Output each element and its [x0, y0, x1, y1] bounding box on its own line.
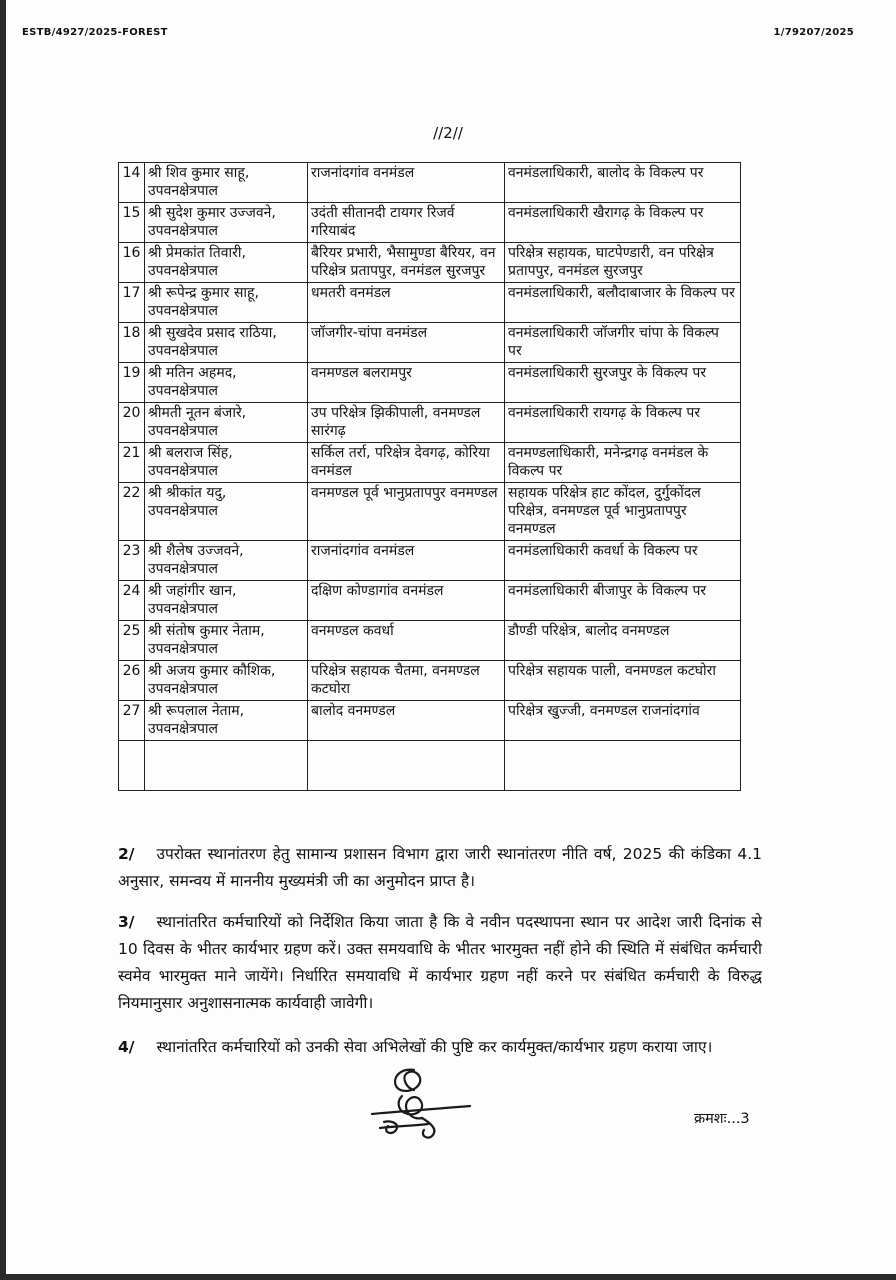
table-row [119, 163, 741, 203]
employee-designation: उपवनक्षेत्रपाल [148, 641, 219, 657]
paragraph-text: स्थानांतरित कर्मचारियों को उनकी सेवा अभिलेखों की पुष्टि कर कार्यमुक्त/कार्यभार ग्रहण कराया जाए। [156, 1038, 713, 1056]
employee-designation: उपवनक्षेत्रपाल [148, 681, 219, 697]
new-posting: वनमंडलाधिकारी, बलौदाबाजार के विकल्प पर [505, 283, 741, 323]
table-row [119, 243, 741, 283]
employee-designation: उपवनक्षेत्रपाल [148, 263, 219, 279]
employee-designation: उपवनक्षेत्रपाल [148, 503, 219, 519]
page-marker: //2// [433, 124, 463, 142]
current-posting: दक्षिण कोण्डागांव वनमंडल [308, 581, 505, 621]
serial-number: 19 [119, 363, 145, 403]
order-reference: 1/79207/2025 [773, 27, 854, 38]
employee-name: श्रीमती नूतन बंजारे, [148, 405, 247, 421]
employee-name: श्री संतोष कुमार नेताम, [148, 623, 265, 639]
employee-name: श्री श्रीकांत यदु, [148, 485, 227, 501]
serial-number: 18 [119, 323, 145, 363]
employee-cell [145, 443, 308, 483]
employee-cell [145, 581, 308, 621]
scan-edge-left [0, 0, 6, 1280]
paragraph-text: स्थानांतरित कर्मचारियों को निर्देशित किया जाता है कि वे नवीन पदस्थापना स्थान पर आदेश जारी दिनांक से 10 दिवस के भीतर कार्यभार ग्रहण करें। उक्त समयवाधि के भीतर भारमुक्त नहीं होने की स्थिति में संबंधित कर्मचारी स्वमेव भारमुक्त माने जायेंगे। निर्धारित समयावधि में कार्यभार ग्रहण नहीं करने पर संबंधित कर्मचारी के विरुद्ध नियमानुसार अनुशासनात्मक कार्यवाही जावेगी। [118, 913, 762, 1012]
current-posting: राजनांदगांव वनमंडल [308, 163, 505, 203]
scan-edge-bottom [0, 1274, 896, 1280]
new-posting: सहायक परिक्षेत्र हाट कोंदल, दुर्गुकोंदल परिक्षेत्र, वनमण्डल पूर्व भानुप्रतापपुर वनमण्डल [505, 483, 741, 541]
paragraph-3 [118, 909, 762, 1017]
employee-name: श्री प्रेमकांत तिवारी, [148, 245, 246, 261]
employee-designation: उपवनक्षेत्रपाल [148, 303, 219, 319]
serial-number: 20 [119, 403, 145, 443]
table-row [119, 203, 741, 243]
new-posting: वनमंडलाधिकारी जॉजगीर चांपा के विकल्प पर [505, 323, 741, 363]
employee-name: श्री सुखदेव प्रसाद राठिया, [148, 325, 277, 341]
serial-number: 16 [119, 243, 145, 283]
current-posting: राजनांदगांव वनमंडल [308, 541, 505, 581]
employee-name: श्री सुदेश कुमार उज्जवने, [148, 205, 276, 221]
employee-cell [145, 203, 308, 243]
employee-name: श्री रूपेन्द्र कुमार साहू, [148, 285, 259, 301]
new-posting: परिक्षेत्र खुज्जी, वनमण्डल राजनांदगांव [505, 701, 741, 741]
employee-cell [145, 323, 308, 363]
paragraph-number: 4/ [118, 1038, 135, 1056]
table-row [119, 323, 741, 363]
new-posting: वनमंडलाधिकारी कवर्धा के विकल्प पर [505, 541, 741, 581]
employee-cell [145, 541, 308, 581]
table-row [119, 701, 741, 741]
new-posting: वनमंडलाधिकारी बीजापुर के विकल्प पर [505, 581, 741, 621]
transfer-table [118, 162, 741, 791]
paragraph-number: 2/ [118, 845, 135, 863]
employee-cell [145, 661, 308, 701]
employee-cell [145, 163, 308, 203]
transfer-table-body [119, 163, 741, 791]
employee-designation: उपवनक्षेत्रपाल [148, 721, 219, 737]
serial-number: 25 [119, 621, 145, 661]
serial-number: 14 [119, 163, 145, 203]
employee-designation: उपवनक्षेत्रपाल [148, 343, 219, 359]
blank-cell [505, 741, 741, 791]
current-posting: वनमण्डल कवर्धा [308, 621, 505, 661]
employee-designation: उपवनक्षेत्रपाल [148, 183, 219, 199]
table-row [119, 581, 741, 621]
current-posting: जॉजगीर-चांपा वनमंडल [308, 323, 505, 363]
current-posting: परिक्षेत्र सहायक चैतमा, वनमण्डल कटघोरा [308, 661, 505, 701]
serial-number: 17 [119, 283, 145, 323]
new-posting: वनमंडलाधिकारी सुरजपुर के विकल्प पर [505, 363, 741, 403]
blank-cell [145, 741, 308, 791]
blank-cell [308, 741, 505, 791]
employee-designation: उपवनक्षेत्रपाल [148, 463, 219, 479]
paragraph-2 [118, 841, 762, 895]
employee-designation: उपवनक्षेत्रपाल [148, 423, 219, 439]
employee-cell [145, 283, 308, 323]
employee-name: श्री बलराज सिंह, [148, 445, 233, 461]
serial-number: 21 [119, 443, 145, 483]
employee-name: श्री जहांगीर खान, [148, 583, 237, 599]
current-posting: उप परिक्षेत्र झिकीपाली, वनमण्डल सारंगढ़ [308, 403, 505, 443]
signature [362, 1062, 477, 1142]
employee-name: श्री शिव कुमार साहू, [148, 165, 250, 181]
blank-cell [119, 741, 145, 791]
employee-cell [145, 701, 308, 741]
serial-number: 26 [119, 661, 145, 701]
employee-name: श्री शैलेष उज्जवने, [148, 543, 244, 559]
new-posting: परिक्षेत्र सहायक, घाटपेण्डारी, वन परिक्षेत्र प्रतापपुर, वनमंडल सुरजपुर [505, 243, 741, 283]
serial-number: 23 [119, 541, 145, 581]
serial-number: 27 [119, 701, 145, 741]
employee-name: श्री रूपलाल नेताम, [148, 703, 245, 719]
table-row [119, 541, 741, 581]
employee-name: श्री मतिन अहमद, [148, 365, 237, 381]
table-blank-row [119, 741, 741, 791]
new-posting: परिक्षेत्र सहायक पाली, वनमण्डल कटघोरा [505, 661, 741, 701]
current-posting: बैरियर प्रभारी, भैसामुण्डा बैरियर, वन परिक्षेत्र प्रतापपुर, वनमंडल सुरजपुर [308, 243, 505, 283]
employee-cell [145, 243, 308, 283]
table-row [119, 403, 741, 443]
table-row [119, 283, 741, 323]
employee-designation: उपवनक्षेत्रपाल [148, 223, 219, 239]
file-reference: ESTB/4927/2025-FOREST [22, 27, 168, 38]
new-posting: डौण्डी परिक्षेत्र, बालोद वनमण्डल [505, 621, 741, 661]
continued-marker: क्रमशः...3 [694, 1111, 750, 1127]
employee-cell [145, 403, 308, 443]
employee-name: श्री अजय कुमार कौशिक, [148, 663, 276, 679]
employee-cell [145, 621, 308, 661]
table-row [119, 621, 741, 661]
new-posting: वनमंडलाधिकारी खैरागढ़ के विकल्प पर [505, 203, 741, 243]
new-posting: वनमण्डलाधिकारी, मनेन्द्रगढ़ वनमंडल के विकल्प पर [505, 443, 741, 483]
table-row [119, 363, 741, 403]
employee-designation: उपवनक्षेत्रपाल [148, 561, 219, 577]
serial-number: 15 [119, 203, 145, 243]
employee-cell [145, 363, 308, 403]
paragraph-number: 3/ [118, 913, 135, 931]
current-posting: सर्किल तर्रा, परिक्षेत्र देवगढ़, कोरिया वनमंडल [308, 443, 505, 483]
current-posting: बालोद वनमण्डल [308, 701, 505, 741]
current-posting: धमतरी वनमंडल [308, 283, 505, 323]
table-row [119, 661, 741, 701]
serial-number: 24 [119, 581, 145, 621]
paragraph-4 [118, 1034, 762, 1061]
new-posting: वनमंडलाधिकारी रायगढ़ के विकल्प पर [505, 403, 741, 443]
paragraph-text: उपरोक्त स्थानांतरण हेतु सामान्य प्रशासन विभाग द्वारा जारी स्थानांतरण नीति वर्ष, 2025 की कंडिका 4.1 अनुसार, समन्वय में माननीय मुख्यमंत्री जी का अनुमोदन प्राप्त है। [118, 845, 762, 890]
current-posting: वनमण्डल पूर्व भानुप्रतापपुर वनमण्डल [308, 483, 505, 541]
serial-number: 22 [119, 483, 145, 541]
current-posting: उदंती सीतानदी टायगर रिजर्व गरियाबंद [308, 203, 505, 243]
table-row [119, 443, 741, 483]
employee-cell [145, 483, 308, 541]
new-posting: वनमंडलाधिकारी, बालोद के विकल्प पर [505, 163, 741, 203]
employee-designation: उपवनक्षेत्रपाल [148, 383, 219, 399]
employee-designation: उपवनक्षेत्रपाल [148, 601, 219, 617]
current-posting: वनमण्डल बलरामपुर [308, 363, 505, 403]
table-row [119, 483, 741, 541]
